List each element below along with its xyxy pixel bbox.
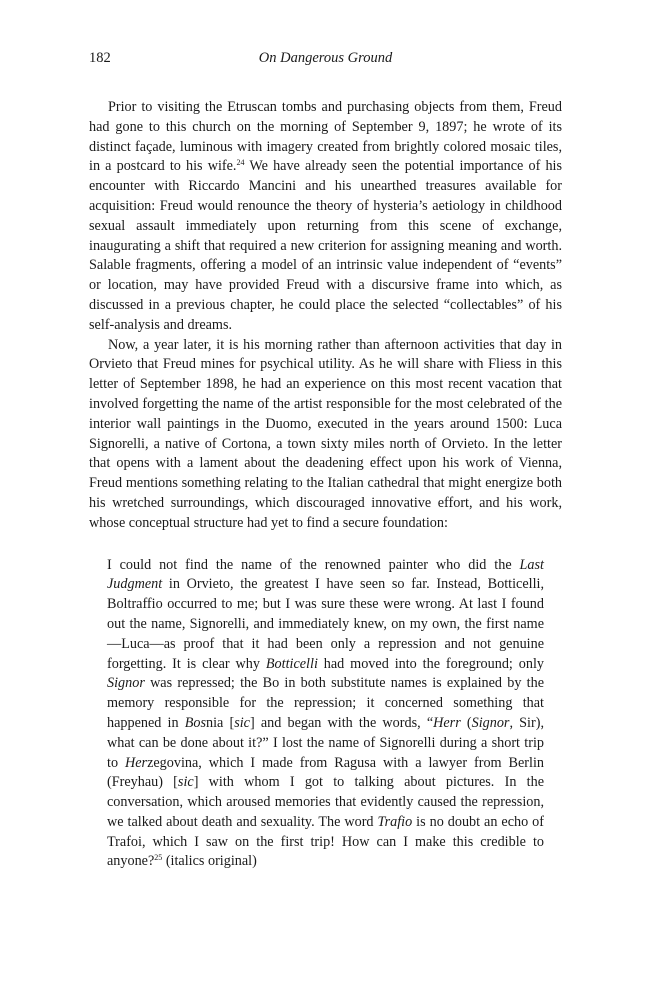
paragraph-text: Now, a year later, it is his morning rather than afternoon activities that day in Orvieto that Freud mines for psychical utility. As he will share with Fliess in this letter of September 1898, he had an experience on this most recent vacation that involved forgetting the name of the artist responsible for the most celebrated of the interior wall paintings in the Duomo, executed in the years around 1500: Luca Signorelli, a native of Cortona, a town sixty miles north of Orvieto. In the letter that opens with a lament about the deadening effect upon his work of Vienna, Freud mentions something relating to the Italian cathedral that might energize both his wretched surroundings, which discouraged innovative effort, and his work, whose conceptual structure had yet to find a secure foundation:	[89, 336, 562, 531]
footnote-ref: 24	[236, 158, 245, 168]
quote-italic: Trafio	[377, 813, 413, 830]
quote-text: ] with whom I got to talking about pictures. In the conversation, which aroused memories that evidently caused the repression, we talked about death and sexuality. The word	[107, 774, 544, 830]
paragraph	[89, 98, 562, 336]
paragraph	[89, 336, 562, 534]
quote-text: zegovina, which I made from Ragusa with a lawyer from Berlin (Freyhau) [	[107, 754, 544, 791]
quote-text: (italics original)	[162, 853, 257, 870]
quote-italic: Herr	[433, 714, 461, 731]
quote-text: I could not find the name of the renowned painter who did the	[107, 556, 520, 573]
quote-text: , Sir), what can be done about it?” I lost the name of Signorelli during a short trip to	[107, 714, 544, 771]
paragraph-text: Prior to visiting the Etruscan tombs and purchasing objects from them, Freud had gone to this church on the morning of September 9, 1897; he wrote of its distinct façade, luminous with imagery created from brightly colored mosaic tiles, in a postcard to his wife.	[89, 99, 562, 175]
quote-italic: sic	[177, 774, 194, 791]
block-quote	[107, 556, 544, 873]
running-title: On Dangerous Ground	[258, 50, 393, 66]
quote-italic: Signor	[471, 714, 510, 731]
quote-text: is no doubt an echo of Trafoi, which I saw on the first trip! How can I make this credible to anyone?	[107, 813, 544, 870]
quote-italic: Her	[125, 754, 148, 771]
quote-text: was repressed; the Bo in both substitute names is explained by the memory responsible for the repression; it concerned something that happened in	[107, 675, 544, 731]
quote-italic: sic	[234, 714, 250, 731]
quote-italic: Bos	[184, 714, 206, 731]
quote-text: ] and began with the words, “	[249, 714, 434, 731]
quote-italic: Botticelli	[265, 655, 318, 672]
page-header	[89, 50, 562, 72]
footnote-ref: 25	[154, 853, 163, 863]
quote-italic: Last Judgment	[107, 556, 544, 593]
quote-italic: Signor	[107, 675, 145, 692]
quote-text: had moved into the foreground; only	[317, 655, 545, 672]
page-number: 182	[89, 50, 111, 66]
quote-text: (	[460, 714, 472, 731]
quote-text: nia [	[206, 714, 235, 731]
body-text	[89, 98, 562, 872]
quote-text: in Orvieto, the greatest I have seen so far. Instead, Botticelli, Boltraffio occurred to me; but I was sure these were wrong. At last I found out the name, Signorelli, and immediately knew, on my own, the first name—Luca—as proof that it had been only a repression and not genuine forgetting. It is clear why	[107, 576, 544, 672]
paragraph-text: We have already seen the potential importance of his encounter with Riccardo Mancini and his unearthed treasures available for acquisition: Freud would renounce the theory of hysteria’s aetiology in childhood sexual assault immediately upon returning from this scene of exchange, inaugurating a shift that required a new criterion for assigning meaning and worth. Salable fragments, offering a model of an intrinsic value independent of “events” or location, may have provided Freud with a discursive frame into which, as discussed in a previous chapter, he could place the selected “collectables” of his self-analysis and dreams.	[89, 158, 562, 333]
